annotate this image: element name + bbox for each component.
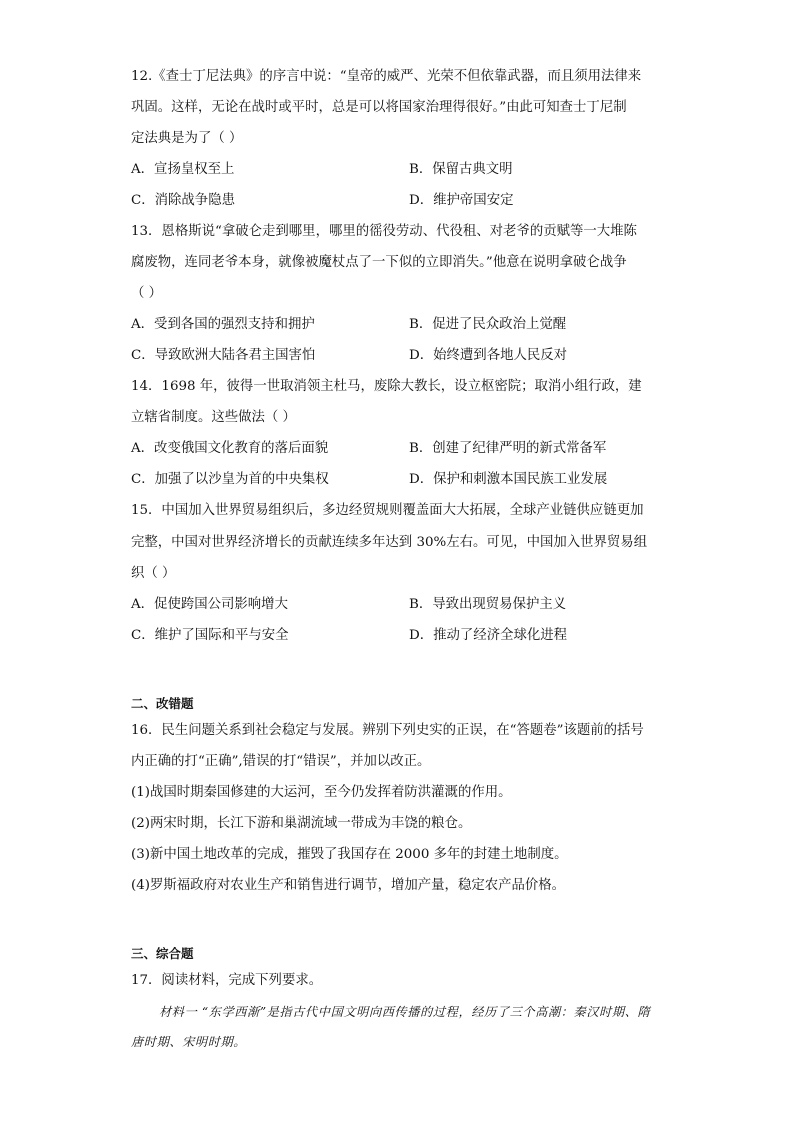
q13-option-c: C．导致欧洲大陆各君主国害怕 bbox=[131, 348, 316, 363]
q13-line-2: 腐废物，连同老爷本身，就像被魔杖点了一下似的立即消失。”他意在说明拿破仑战争 bbox=[131, 255, 627, 270]
q16-item-3: (3)新中国土地改革的完成，摧毁了我国存在 2000 多年的封建土地制度。 bbox=[131, 847, 568, 862]
q15-line-2: 完整，中国对世界经济增长的贡献连续多年达到 30%左右。可见，中国加入世界贸易组 bbox=[131, 535, 648, 550]
q14-option-a: A．改变俄国文化教育的落后面貌 bbox=[131, 441, 329, 456]
q13-option-d: D．始终遭到各地人民反对 bbox=[409, 348, 568, 363]
q15-line-1: 15．中国加入世界贸易组织后，多边经贸规则覆盖面大大拓展，全球产业链供应链更加 bbox=[131, 503, 644, 518]
q16-item-1: (1)战国时期秦国修建的大运河，至今仍发挥着防洪灌溉的作用。 bbox=[131, 785, 512, 800]
q12-option-b: B．保留古典文明 bbox=[409, 162, 513, 177]
q15-option-b: B．导致出现贸易保护主义 bbox=[409, 597, 567, 612]
q12-line-1: 12.《查士丁尼法典》的序言中说：“皇帝的威严、光荣不但依靠武器，而且须用法律来 bbox=[131, 69, 642, 84]
q14-option-b: B．创建了纪律严明的新式常备军 bbox=[409, 441, 607, 456]
section-3-heading: 三、综合题 bbox=[131, 946, 194, 961]
q12-option-d: D．维护帝国安定 bbox=[409, 193, 514, 208]
q12-option-a: A．宣扬皇权至上 bbox=[131, 162, 235, 177]
q15-option-c: C．维护了国际和平与安全 bbox=[131, 628, 289, 643]
q16-item-2: (2)两宋时期，长江下游和巢湖流域一带成为丰饶的粮仓。 bbox=[131, 816, 472, 831]
q15-line-3: 织（ ） bbox=[131, 566, 176, 581]
q14-line-1: 14．1698 年，彼得一世取消领主杜马，废除大教长，设立枢密院；取消小组行政，建 bbox=[131, 379, 642, 394]
q12-option-c: C．消除战争隐患 bbox=[131, 193, 235, 208]
q12-line-2: 巩固。这样，无论在战时或平时，总是可以将国家治理得很好。”由此可知查士丁尼制 bbox=[131, 100, 627, 115]
q16-item-4: (4)罗斯福政府对农业生产和销售进行调节，增加产量，稳定农产品价格。 bbox=[131, 878, 566, 893]
q13-option-b: B．促进了民众政治上觉醒 bbox=[409, 317, 567, 332]
q14-option-d: D．保护和刺激本国民族工业发展 bbox=[409, 472, 608, 487]
q15-option-a: A．促使跨国公司影响增大 bbox=[131, 597, 288, 612]
q16-line-1: 16．民生问题关系到社会稳定与发展。辨别下列史实的正误，在“答题卷”该题前的括号 bbox=[131, 723, 644, 738]
q15-option-d: D．推动了经济全球化进程 bbox=[409, 628, 568, 643]
q17-prompt: 17．阅读材料，完成下列要求。 bbox=[131, 973, 323, 988]
q12-line-3: 定法典是为了（ ） bbox=[131, 131, 243, 146]
q14-line-2: 立辖省制度。这些做法（ ） bbox=[131, 410, 296, 425]
q16-line-2: 内正确的打“正确”,错误的打“错误”，并加以改正。 bbox=[131, 754, 431, 769]
section-2-heading: 二、改错题 bbox=[131, 696, 194, 711]
q13-option-a: A．受到各国的强烈支持和拥护 bbox=[131, 317, 315, 332]
q13-line-3: （ ） bbox=[131, 286, 163, 301]
q17-material-1: 材料一 “东学西渐”是指古代中国文明向西传播的过程，经历了三个高潮：秦汉时期、隋唐时期、宋明时期。 bbox=[131, 1005, 651, 1049]
q14-option-c: C．加强了以沙皇为首的中央集权 bbox=[131, 472, 329, 487]
q13-line-1: 13．恩格斯说“拿破仑走到哪里，哪里的徭役劳动、代役租、对老爷的贡赋等一大堆陈 bbox=[131, 224, 637, 239]
